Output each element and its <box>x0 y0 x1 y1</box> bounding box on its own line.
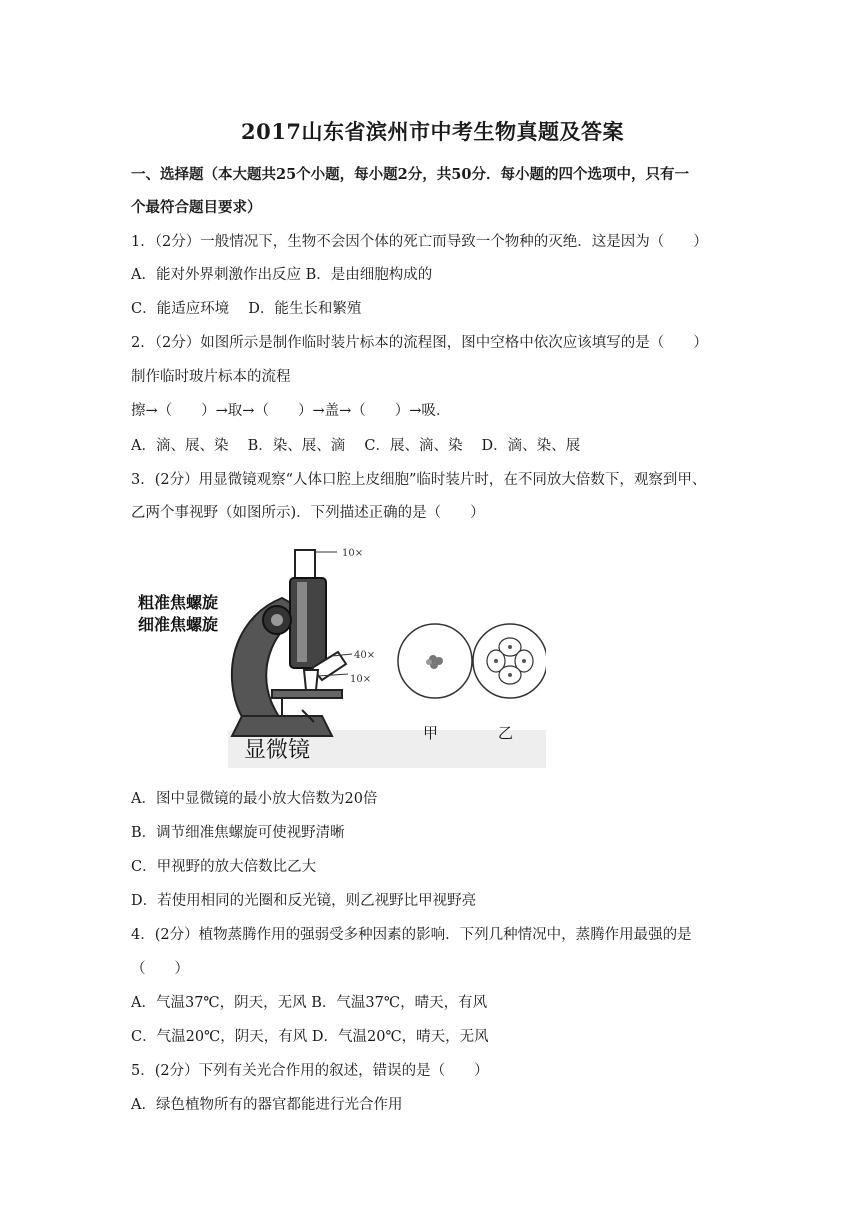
objective-high-label: 40× <box>354 650 376 661</box>
objective-low <box>304 670 318 690</box>
microscope-base <box>232 716 332 736</box>
q1-stem: 1．（2分）一般情况下，生物不会因个体的死亡而导致一个物种的灭绝．这是因为（ ） <box>131 234 708 250</box>
q3-option-a: A．图中显微镜的最小放大倍数为20倍 <box>131 791 378 807</box>
q4-stem-line1: 4．(2分）植物蒸腾作用的强弱受多种因素的影响．下列几种情况中，蒸腾作用最强的是 <box>131 927 692 943</box>
coarse-focus-label: 粗准焦螺旋 <box>138 593 219 612</box>
figure-caption: 显微镜 <box>244 738 311 763</box>
q5-stem: 5．(2分）下列有关光合作用的叙述，错误的是（ ） <box>131 1063 489 1079</box>
microscope-tube <box>290 578 326 668</box>
q2-flow: 擦→（ ）→取→（ ）→盖→（ ）→吸． <box>131 403 451 419</box>
q4-options-ab: A．气温37℃，阴天，无风 B．气温37℃，晴天，有风 <box>131 995 488 1011</box>
view-jia-label: 甲 <box>423 724 439 742</box>
q3-option-c: C．甲视野的放大倍数比乙大 <box>131 859 317 875</box>
q2-stem: 2．（2分）如图所示是制作临时装片标本的流程图，图中空格中依次应该填写的是（ ） <box>131 335 708 351</box>
section-heading-line1: 一、选择题（本大题共25个小题，每小题2分，共50分．每小题的四个选项中，只有一 <box>131 166 689 183</box>
q3-stem-line2: 乙两个事视野（如图所示)．下列描述正确的是（ ） <box>131 505 485 521</box>
q1-options-cd: C．能适应环境 D．能生长和繁殖 <box>131 301 362 317</box>
page-title: 2017山东省滨州市中考生物真题及答案 <box>241 119 624 144</box>
q3-option-b: B．调节细准焦螺旋可使视野清晰 <box>131 825 345 841</box>
q2-subtitle: 制作临时玻片标本的流程 <box>131 369 291 385</box>
fine-focus-label: 细准焦螺旋 <box>138 615 219 634</box>
q1-options-ab: A．能对外界刺激作出反应 B．是由细胞构成的 <box>131 267 433 283</box>
stage <box>272 690 342 698</box>
q4-stem-line2: （ ） <box>131 961 189 977</box>
objective-low-label: 10× <box>350 674 372 685</box>
q3-option-d: D．若使用相同的光圈和反光镜，则乙视野比甲视野亮 <box>131 893 477 909</box>
q3-stem-line1: 3．(2分）用显微镜观察“人体口腔上皮细胞”临时装片时，在不同放大倍数下，观察到甲、 <box>131 472 707 488</box>
eyepiece <box>295 550 315 580</box>
microscope-figure <box>132 540 546 768</box>
q2-options: A．滴、展、染 B．染、展、滴 C．展、滴、染 D．滴、染、展 <box>131 438 581 454</box>
q5-option-a: A．绿色植物所有的器官都能进行光合作用 <box>131 1097 403 1113</box>
section-heading-line2: 个最符合题目要求） <box>131 199 262 216</box>
view-yi-label: 乙 <box>498 724 514 742</box>
eyepiece-label: 10× <box>342 548 364 559</box>
view-yi-circle <box>473 624 546 698</box>
q4-options-cd: C．气温20℃，阴天，有风 D．气温20℃，晴天，无风 <box>131 1029 489 1045</box>
